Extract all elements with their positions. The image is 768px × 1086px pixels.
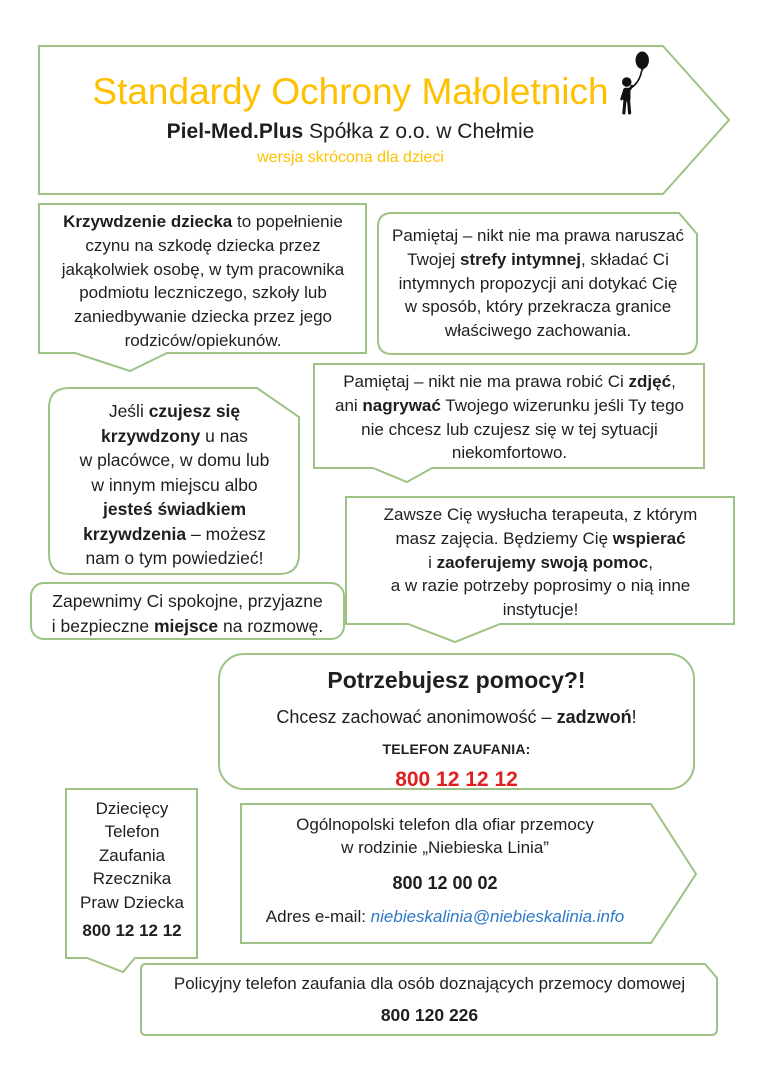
header-banner [38,45,730,195]
bubble-therapist [345,496,736,644]
feel-harmed-text: Jeśli czujesz się krzywdzony u nas w placówce, w domu lub w innym miejscu albo jesteś świadkiem krzywdzenia – możesz nam o tym powiedzieć! [79,401,270,568]
child-helpline-phone: 800 12 12 12 [82,921,182,941]
helpline-label: TELEFON ZAUFANIA: [382,741,531,757]
bubble-photos [313,363,706,483]
police-phone: 800 120 226 [380,1005,479,1026]
helpline-phone: 800 12 12 12 [395,768,518,791]
police-box [140,963,719,1036]
bubble-feel-harmed [48,387,301,576]
blue-line-email-line[interactable]: Adres e-mail: niebieskalinia@niebieskalinia.info [265,906,625,926]
blue-line-title: Ogólnopolski telefon dla ofiar przemocy w rodzinie „Niebieska Linia” [296,815,594,857]
police-title: Policyjny telefon zaufania dla osób doznających przemocy domowej [173,974,686,993]
definition-text: Krzywdzenie dziecka to popełnienie czynu na szkodę dziecka przez jakąkolwiek osobę, w tym pracownika podmiotu leczniczego, szkoły lub zaniedbywanie dziecka przez jego rodziców/opiekunów. [61,212,345,350]
page-title: Standardy Ochrony Małoletnich [92,71,609,112]
photos-text: Pamiętaj – nikt nie ma prawa robić Ci zdjęć, ani nagrywać Twojego wizerunku jeśli Ty tego nie chcesz lub czujesz się w tej sytuacji niekomfortowo. [334,372,685,463]
bubble-child-helpline [65,788,199,974]
blue-line-phone: 800 12 00 02 [392,872,498,893]
help-title: Potrzebujesz pomocy?! [327,667,586,693]
header-content [38,45,663,167]
safe-place-text: Zapewnimy Ci spokojne, przyjazne i bezpieczne miejsce na rozmowę. [51,591,324,636]
blue-line-content [240,803,650,927]
intimacy-text: Pamiętaj – nikt nie ma prawa naruszać Twojej strefy intymnej, składać Ci intymnych propozycji ani dotykać Cię w sposób, który przekracza granice właściwego zachowania. [392,226,684,341]
help-anonymity-line: Chcesz zachować anonimowość – zadzwoń! [276,707,637,727]
therapist-text: Zawsze Cię wysłucha terapeuta, z którym masz zajęcia. Będziemy Cię wspierać i zaoferujemy swoją pomoc, a w razie potrzeby poprosimy o nią inne instytucje! [383,505,698,620]
child-helpline-lines: Dziecięcy Telefon Zaufania Rzecznika Praw Dziecka [80,799,184,912]
police-content [140,963,719,1026]
bubble-safe-place [30,582,345,640]
version-label: wersja skrócona dla dzieci [257,148,444,166]
help-box [218,653,695,790]
child-with-balloon-icon [615,51,655,115]
child-helpline-content [65,788,199,941]
bubble-intimacy [377,212,699,356]
blue-line-box [240,803,698,944]
company-subtitle: Piel-Med.Plus Spółka z o.o. w Chełmie [166,119,535,143]
bubble-definition [38,203,368,372]
